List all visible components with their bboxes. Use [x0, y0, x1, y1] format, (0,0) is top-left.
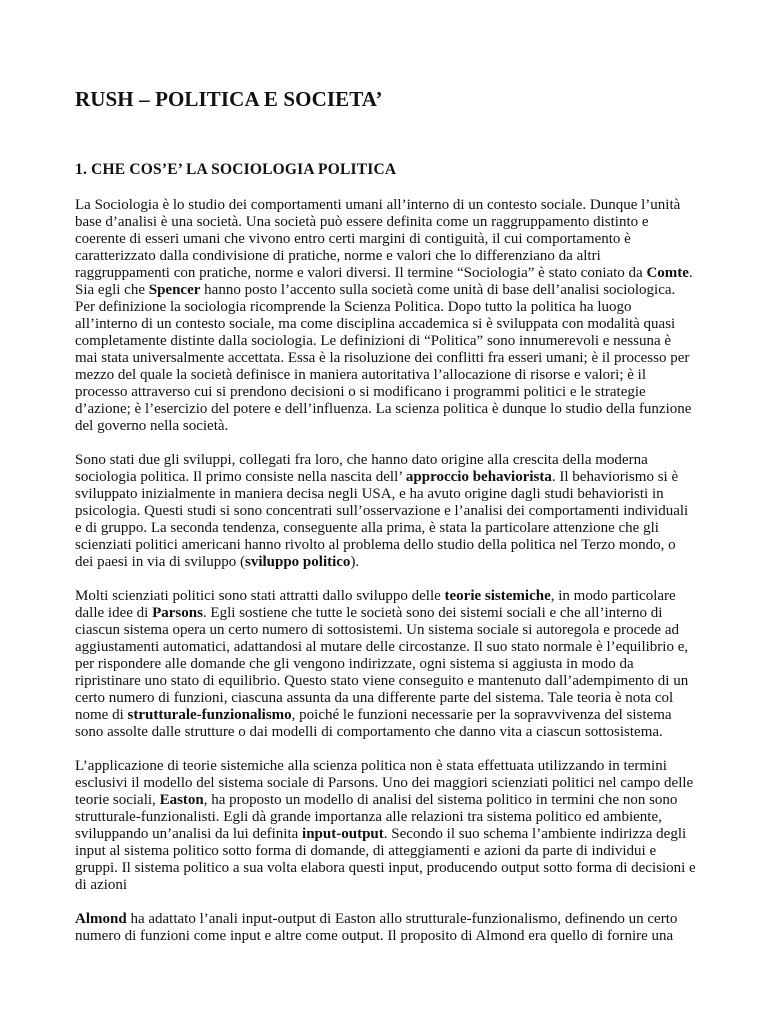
document-title	[75, 86, 697, 112]
paragraph-2	[75, 452, 697, 571]
document-page	[75, 86, 697, 945]
emphasis-term: Comte	[646, 265, 689, 281]
text-run: . Sia egli che	[75, 265, 693, 298]
emphasis-term: sviluppo politico	[244, 554, 351, 570]
text-run: hanno posto l’accento sulla società come unità di base dell’analisi sociologica. Per definizione la sociologia ricomprende la Scienza Politica. Dopo tutto la politica ha luogo all’interno di un contesto sociale, ma come disciplina accademica si è sviluppata con modalità quasi completamente distinte dalla sociologia. Le definizioni di “Politica” sono innumerevoli e nessuna è mai stata universalmente accettata. Essa è la risoluzione dei conflitti fra esseri umani; è il processo per mezzo del quale la società definisce in maniera autoritativa l’allocazione di risorse e valori; è il processo attraverso cui si prendono decisioni o si modificano i programmi politici e le strategie d’azione; è l’esercizio del potere e dell’influenza. La scienza politica è dunque lo studio della funzione del governo nella società.	[75, 282, 692, 434]
section-heading: 1. CHE COS’E’ LA SOCIOLOGIA POLITICA	[75, 161, 397, 178]
emphasis-term: Almond	[75, 911, 127, 927]
text-run: , ha proposto un modello di analisi del sistema politico in termini che non sono strutturale-funzionalisti. Egli dà grande importanza alle relazioni tra sistema politico ed ambiente, sviluppando un’analisi da lui definita	[75, 792, 678, 842]
text-run: L’applicazione di teorie sistemiche alla scienza politica non è stata effettuata utilizzando in termini esclusivi il modello del sistema sociale di Parsons. Uno dei maggiori scienziati politici nel campo delle teorie sociali,	[75, 758, 694, 808]
emphasis-term: input-output	[302, 826, 384, 842]
text-run: Sono stati due gli sviluppi, collegati fra loro, che hanno dato origine alla crescita della moderna sociologia politica. Il primo consiste nella nascita dell’	[75, 452, 648, 485]
text-run: , poiché le funzioni necessarie per la sopravvivenza del sistema sono assolte dalle strutture o dai modelli di comportamento che danno vita a ciascun sottosistema.	[75, 707, 672, 740]
title-rest: POLITICA E SOCIETA’	[155, 87, 383, 111]
title-author: RUSH	[75, 87, 134, 111]
emphasis-term: Easton	[159, 792, 204, 808]
emphasis-term: Parsons	[152, 605, 203, 621]
text-run: Molti scienziati politici sono stati attratti dallo sviluppo delle	[75, 588, 445, 604]
text-run: , in modo particolare dalle idee di	[75, 588, 676, 621]
paragraph-1	[75, 197, 697, 435]
emphasis-term: strutturale-funzionalismo	[127, 707, 292, 723]
emphasis-term: Spencer	[148, 282, 201, 298]
paragraph-5	[75, 911, 697, 945]
text-run: ).	[350, 554, 360, 570]
paragraph-3	[75, 588, 697, 741]
text-run: . Il behaviorismo si è sviluppato inizialmente in maniera decisa negli USA, e ha avuto origine dagli studi behavioristi in psicologia. Questi studi si sono concentrati sull’osservazione e l’analisi dei comportamenti individuali e di gruppo. La seconda tendenza, conseguente alla prima, è stata la particolare attenzione che gli scienziati politici americani hanno rivolto al problema dello studio della politica nel Terzo mondo, o dei paesi in via di sviluppo (	[75, 469, 689, 570]
emphasis-term: approccio behaviorista	[405, 469, 552, 485]
title-separator: –	[133, 87, 156, 111]
text-run: La Sociologia è lo studio dei comportamenti umani all’interno di un contesto sociale. Dunque l’unità base d’analisi è una società. Una società può essere definita come un raggruppamento distinto e coerente di esseri umani che vivono entro certi margini di contiguità, il cui comportamento è caratterizzato dalla condivisione di pratiche, norme e valori che lo differenziano da altri raggruppamenti con pratiche, norme e valori diversi. Il termine “Sociologia” è stato coniato da	[75, 197, 681, 281]
text-run: ha adattato l’anali input-output di Easton allo strutturale-funzionalismo, definendo un certo numero di funzioni come input e altre come output. Il proposito di Almond era quello di fornire una	[75, 911, 678, 944]
emphasis-term: teorie sistemiche	[444, 588, 551, 604]
paragraph-4	[75, 758, 697, 894]
text-run: . Secondo il suo schema l’ambiente indirizza degli input al sistema politico sotto forma di domande, di atteggiamenti e azioni da parte di individui e gruppi. Il sistema politico a sua volta elabora questi input, producendo output sotto forma di decisioni e di azioni	[75, 826, 696, 893]
text-run: . Egli sostiene che tutte le società sono dei sistemi sociali e che all’interno di ciascun sistema opera un certo numero di sottosistemi. Un sistema sociale si autoregola e procede ad aggiustamenti automatici, adattandosi al mutare delle circostanze. Il suo stato normale è l’equilibrio e, per rispondere alle domande che gli vengono indirizzate, ogni sistema si aggiusta in modo da ripristinare uno stato di equilibrio. Questo stato viene conseguito e mantenuto dall’adempimento di un certo numero di funzioni, ciascuna assunta da una differente parte del sistema. Tale teoria è nota col nome di	[75, 605, 689, 723]
